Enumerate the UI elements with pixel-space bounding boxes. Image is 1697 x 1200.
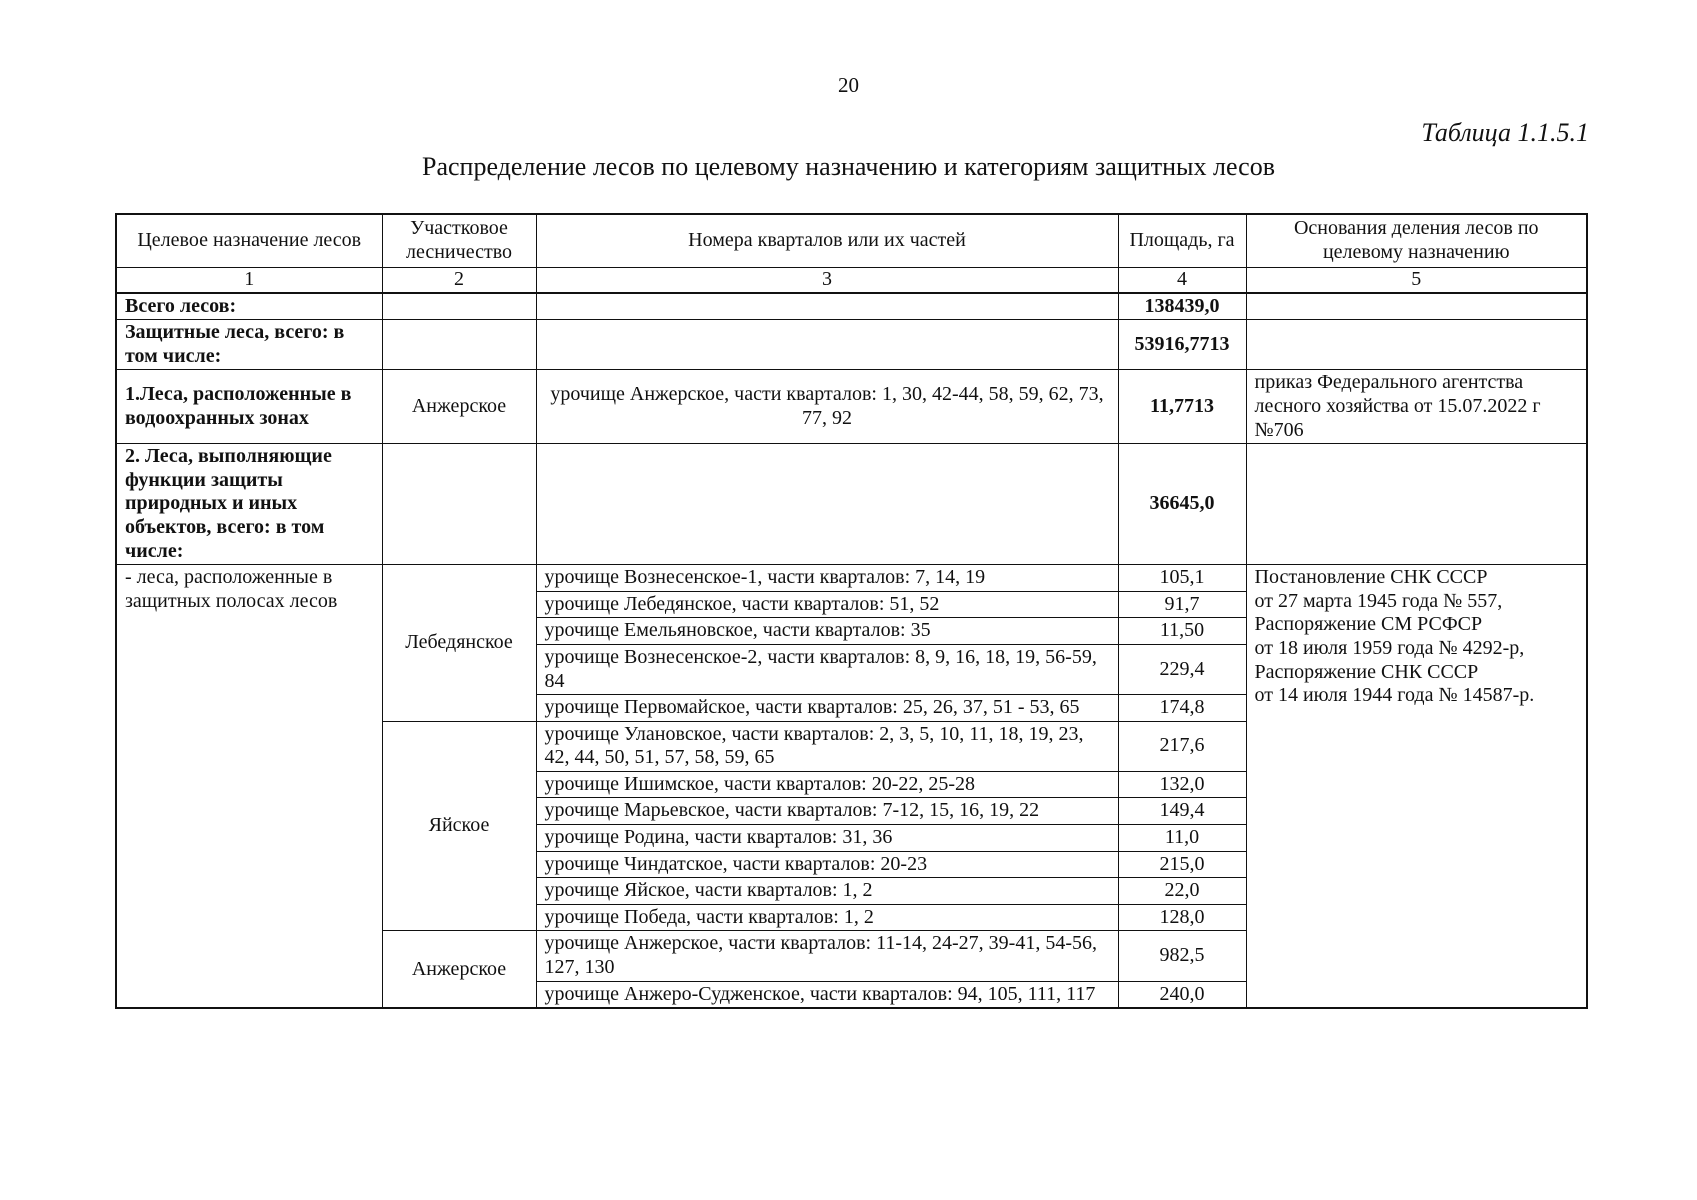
- header-quarters: Номера кварталов или их частей: [536, 214, 1118, 268]
- category-cell: - леса, расположенные в защитных полосах лесов: [116, 565, 382, 1009]
- page-number: 20: [838, 73, 859, 97]
- category-cell: 2. Леса, выполняющие функции защиты природных и иных объектов, всего: в том числе:: [116, 444, 382, 565]
- category-cell: Всего лесов:: [116, 293, 382, 320]
- basis-cell: Постановление СНК СССР от 27 марта 1945 года № 557, Распоряжение СМ РСФСР от 18 июля 1959 года № 4292-р, Распоряжение СНК СССР от 14 июля 1944 года № 14587-р.: [1246, 565, 1587, 1009]
- header-row: [116, 214, 1587, 268]
- empty-cell: [1246, 444, 1587, 565]
- table-row-total: [116, 293, 1587, 320]
- quarters-cell: урочище Чиндатское, части кварталов: 20-23: [536, 851, 1118, 878]
- empty-cell: [536, 444, 1118, 565]
- quarters-cell: урочище Улановское, части кварталов: 2, 3, 5, 10, 11, 18, 19, 23, 42, 44, 50, 51, 57, 58, 59, 65: [536, 721, 1118, 771]
- area-cell: 215,0: [1118, 851, 1246, 878]
- area-cell: 149,4: [1118, 798, 1246, 825]
- area-cell: 138439,0: [1118, 293, 1246, 320]
- area-cell: 36645,0: [1118, 444, 1246, 565]
- forestry-cell: Яйское: [382, 721, 536, 931]
- empty-cell: [536, 293, 1118, 320]
- forestry-cell: Лебедянское: [382, 565, 536, 722]
- header-area: Площадь, га: [1118, 214, 1246, 268]
- area-cell: 132,0: [1118, 771, 1246, 798]
- area-cell: 91,7: [1118, 591, 1246, 618]
- header-forestry: Участковое лесничество: [382, 214, 536, 268]
- column-number: 3: [536, 268, 1118, 293]
- area-cell: 105,1: [1118, 565, 1246, 592]
- area-cell: 53916,7713: [1118, 320, 1246, 370]
- quarters-cell: урочище Яйское, части кварталов: 1, 2: [536, 878, 1118, 905]
- quarters-cell: урочище Анжерское, части кварталов: 1, 30, 42-44, 58, 59, 62, 73, 77, 92: [536, 370, 1118, 444]
- quarters-cell: урочище Ишимское, части кварталов: 20-22, 25-28: [536, 771, 1118, 798]
- header-purpose: Целевое назначение лесов: [116, 214, 382, 268]
- empty-cell: [1246, 320, 1587, 370]
- empty-cell: [536, 320, 1118, 370]
- area-cell: 22,0: [1118, 878, 1246, 905]
- table-row-water-protection: [116, 370, 1587, 444]
- header-basis: Основания деления лесов по целевому назначению: [1246, 214, 1587, 268]
- area-cell: 11,0: [1118, 825, 1246, 852]
- quarters-cell: урочище Вознесенское-2, части кварталов: 8, 9, 16, 18, 19, 56-59, 84: [536, 644, 1118, 694]
- column-number: 4: [1118, 268, 1246, 293]
- category-cell: 1.Леса, расположенные в водоохранных зонах: [116, 370, 382, 444]
- column-number-row: [116, 268, 1587, 293]
- quarters-cell: урочище Анжерское, части кварталов: 11-14, 24-27, 39-41, 54-56, 127, 130: [536, 931, 1118, 981]
- empty-cell: [1246, 293, 1587, 320]
- table-row-protective: [116, 320, 1587, 370]
- area-cell: 174,8: [1118, 695, 1246, 722]
- quarters-cell: урочище Родина, части кварталов: 31, 36: [536, 825, 1118, 852]
- quarters-cell: урочище Первомайское, части кварталов: 25, 26, 37, 51 - 53, 65: [536, 695, 1118, 722]
- empty-cell: [382, 293, 536, 320]
- area-cell: 128,0: [1118, 904, 1246, 931]
- area-cell: 240,0: [1118, 981, 1246, 1008]
- empty-cell: [382, 320, 536, 370]
- column-number: 2: [382, 268, 536, 293]
- area-cell: 229,4: [1118, 644, 1246, 694]
- quarters-cell: урочище Анжеро-Судженское, части кварталов: 94, 105, 111, 117: [536, 981, 1118, 1008]
- forest-distribution-table: [115, 213, 1588, 1009]
- empty-cell: [382, 444, 536, 565]
- table-title: Распределение лесов по целевому назначению и категориям защитных лесов: [422, 152, 1275, 181]
- basis-cell: приказ Федерального агентства лесного хозяйства от 15.07.2022 г №706: [1246, 370, 1587, 444]
- category-cell: Защитные леса, всего: в том числе:: [116, 320, 382, 370]
- column-number: 1: [116, 268, 382, 293]
- quarters-cell: урочище Вознесенское-1, части кварталов: 7, 14, 19: [536, 565, 1118, 592]
- table-row-protection-functions: [116, 444, 1587, 565]
- quarters-cell: урочище Марьевское, части кварталов: 7-12, 15, 16, 19, 22: [536, 798, 1118, 825]
- table-caption: Таблица 1.1.5.1: [1421, 118, 1589, 147]
- area-cell: 11,50: [1118, 618, 1246, 645]
- forestry-cell: Анжерское: [382, 370, 536, 444]
- quarters-cell: урочище Лебедянское, части кварталов: 51, 52: [536, 591, 1118, 618]
- table-row: [116, 565, 1587, 592]
- area-cell: 11,7713: [1118, 370, 1246, 444]
- area-cell: 217,6: [1118, 721, 1246, 771]
- column-number: 5: [1246, 268, 1587, 293]
- area-cell: 982,5: [1118, 931, 1246, 981]
- forestry-cell: Анжерское: [382, 931, 536, 1008]
- quarters-cell: урочище Победа, части кварталов: 1, 2: [536, 904, 1118, 931]
- quarters-cell: урочище Емельяновское, части кварталов: 35: [536, 618, 1118, 645]
